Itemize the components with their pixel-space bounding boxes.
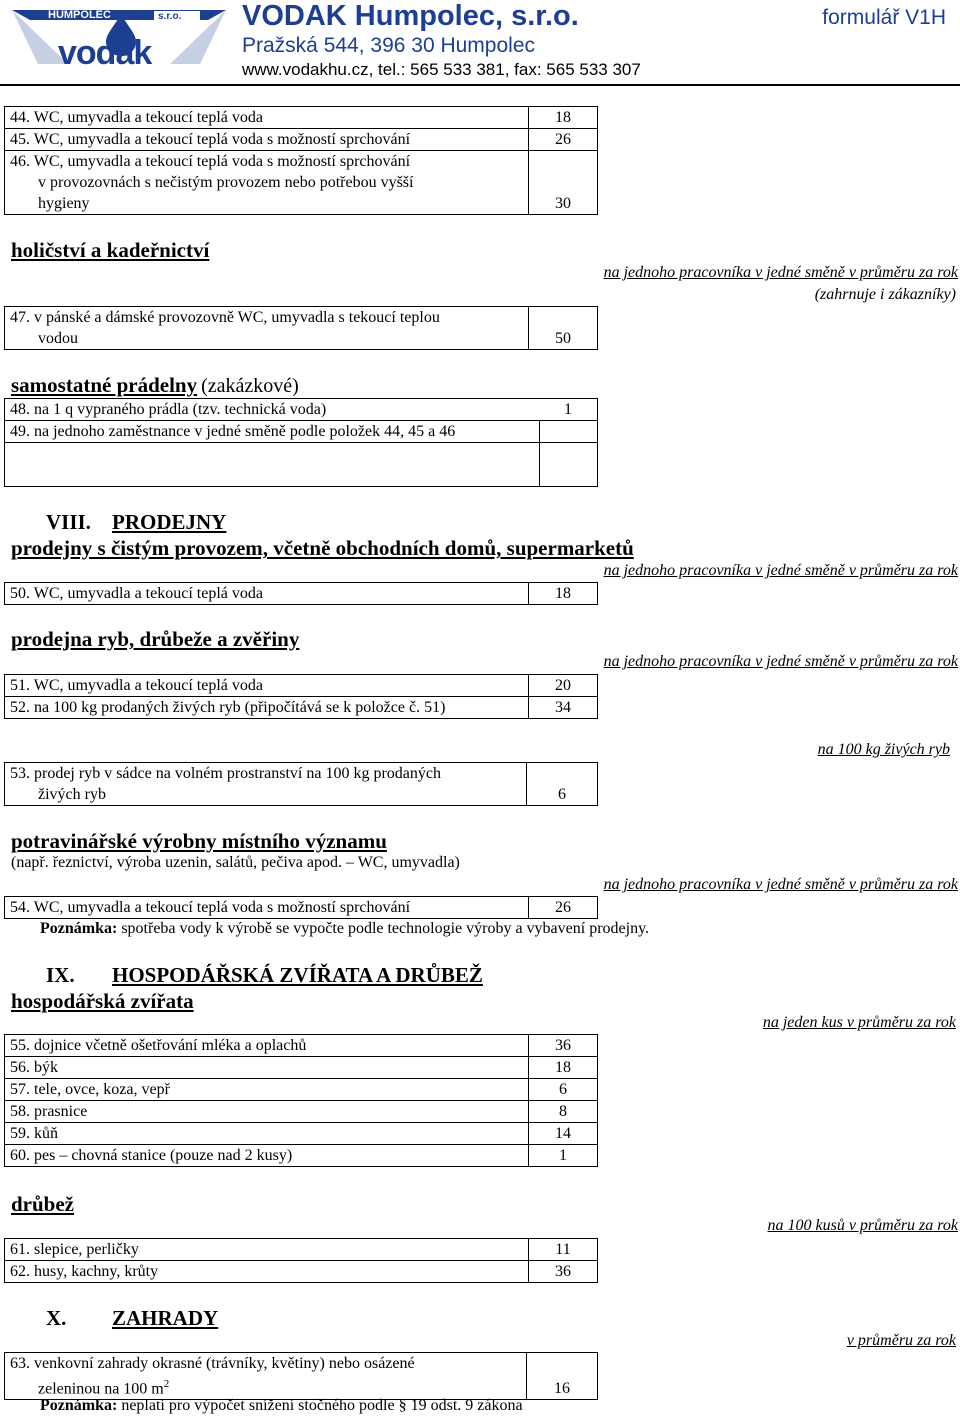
table-row <box>5 675 598 697</box>
row-label-line: 47. v pánské a dámské provozovně WC, umyvadla s tekoucí teplou <box>10 309 440 326</box>
row-value: 18 <box>529 1057 598 1079</box>
table-row <box>5 1057 598 1079</box>
row-label-line <box>10 1374 521 1399</box>
subsection-heading: prodejny s čistým provozem, včetně obchodních domů, supermarketů <box>11 536 634 560</box>
row-label: 49. na jednoho zaměstnance v jedné směně podle položek 44, 45 a 46 <box>5 421 540 443</box>
note-label: Poznámka: <box>40 1397 118 1414</box>
row-label <box>5 307 529 350</box>
row-label: 45. WC, umyvadla a tekoucí teplá voda s možností sprchování <box>5 129 529 151</box>
table-gardens <box>4 1352 598 1400</box>
row-label <box>5 1353 527 1400</box>
form-id: formulář V1H <box>822 6 946 29</box>
table-row <box>5 1101 598 1123</box>
row-label: 48. na 1 q vypraného prádla (tzv. technická voda) <box>5 399 540 421</box>
unit-label: na jednoho pracovníka v jedné směně v průměru za rok <box>603 876 958 893</box>
superscript: 2 <box>163 1378 170 1390</box>
row-value: 50 <box>529 307 598 350</box>
svg-text:vodak: vodak <box>58 34 152 70</box>
table-row <box>5 443 598 487</box>
row-label: 60. pes – chovná stanice (pouze nad 2 kusy) <box>5 1145 529 1167</box>
table-row <box>5 897 598 919</box>
table-row <box>5 1353 598 1400</box>
laundry-heading: samostatné prádelny <box>11 373 198 397</box>
header-divider <box>0 84 960 86</box>
table-row <box>5 1123 598 1145</box>
svg-text:HUMPOLEC: HUMPOLEC <box>48 9 111 21</box>
company-name: VODAK Humpolec, s.r.o. <box>242 0 579 32</box>
table-row <box>5 307 598 350</box>
unit-label: na jednoho pracovníka v jedné směně v průměru za rok <box>603 264 958 281</box>
table-fish-pond <box>4 762 598 806</box>
row-label <box>5 763 527 806</box>
section-number: IX. <box>46 963 75 987</box>
row-label: 56. býk <box>5 1057 529 1079</box>
row-label: 51. WC, umyvadla a tekoucí teplá voda <box>5 675 529 697</box>
row-label: 57. tele, ovce, koza, vepř <box>5 1079 529 1101</box>
table-row <box>5 697 598 719</box>
row-label: 62. husy, kachny, krůty <box>5 1261 529 1283</box>
row-value: 36 <box>529 1261 598 1283</box>
table-row <box>5 1145 598 1167</box>
row-label-line: 53. prodej ryb v sádce na volném prostranství na 100 kg prodaných <box>10 765 442 782</box>
subsection-heading: drůbež <box>11 1192 74 1216</box>
vodak-logo <box>8 4 230 70</box>
table-row <box>5 1079 598 1101</box>
row-value: 18 <box>529 583 598 605</box>
row-value: 36 <box>529 1035 598 1057</box>
row-label: 54. WC, umyvadla a tekoucí teplá voda s možností sprchování <box>5 897 529 919</box>
subsection-heading: potravinářské výrobny místního významu <box>11 829 387 853</box>
table-barber <box>4 306 598 350</box>
row-value: 14 <box>529 1123 598 1145</box>
row-value <box>539 443 598 487</box>
table-row <box>5 151 598 215</box>
table-row <box>5 129 598 151</box>
section-title: HOSPODÁŘSKÁ ZVÍŘATA A DRŮBEŽ <box>112 963 483 987</box>
table-row <box>5 583 598 605</box>
table-row <box>5 1035 598 1057</box>
unit-label: na jednoho pracovníka v jedné směně v průměru za rok <box>603 562 958 579</box>
subsection-heading: hospodářská zvířata <box>11 989 194 1013</box>
row-label: 61. slepice, perličky <box>5 1239 529 1261</box>
note <box>40 920 649 938</box>
company-address: Pražská 544, 396 30 Humpolec <box>242 34 536 57</box>
row-label: 50. WC, umyvadla a tekoucí teplá voda <box>5 583 529 605</box>
row-label: 55. dojnice včetně ošetřování mléka a oplachů <box>5 1035 529 1057</box>
unit-label: v průměru za rok <box>846 1332 956 1349</box>
row-value: 11 <box>529 1239 598 1261</box>
table-row <box>5 763 598 806</box>
section-title: ZAHRADY <box>112 1306 219 1330</box>
note-text: neplatí pro výpočet snížení stočného podle § 19 odst. 9 zákona <box>121 1397 523 1414</box>
unit-label: na 100 kg živých ryb <box>817 741 950 758</box>
row-value: 8 <box>529 1101 598 1123</box>
table-laundry <box>4 398 598 487</box>
subsection-description: (např. řeznictví, výroba uzenin, salátů, pečiva apod. – WC, umyvadla) <box>11 854 460 871</box>
row-label-line: hygieny <box>38 195 90 212</box>
row-value: 18 <box>529 107 598 129</box>
row-label: 58. prasnice <box>5 1101 529 1123</box>
section-number: VIII. <box>46 510 91 534</box>
row-label-line: v provozovnách s nečistým provozem nebo potřebou vyšší <box>38 174 414 191</box>
section-number: X. <box>46 1306 67 1330</box>
section-heading-barber: holičství a kadeřnictví <box>11 238 210 262</box>
table-row <box>5 1261 598 1283</box>
row-label: 59. kůň <box>5 1123 529 1145</box>
unit-label: na jednoho pracovníka v jedné směně v průměru za rok <box>603 653 958 670</box>
row-label-line: živých ryb <box>38 786 106 803</box>
row-label: 52. na 100 kg prodaných živých ryb (připočítává se k položce č. 51) <box>5 697 529 719</box>
table-poultry <box>4 1238 598 1283</box>
row-label <box>5 151 529 215</box>
row-value: 6 <box>529 1079 598 1101</box>
table-row <box>5 421 598 443</box>
subsection-heading: prodejna ryb, drůbeže a zvěřiny <box>11 627 300 651</box>
table-row <box>5 399 598 421</box>
company-contact: www.vodakhu.cz, tel.: 565 533 381, fax: 565 533 307 <box>242 60 641 79</box>
table-food <box>4 896 598 919</box>
row-label-line: 46. WC, umyvadla a tekoucí teplá voda s možností sprchování <box>10 153 411 170</box>
row-label-line: vodou <box>38 330 78 347</box>
table-livestock <box>4 1034 598 1167</box>
table-shops <box>4 582 598 605</box>
row-value: 26 <box>529 129 598 151</box>
row-value: 26 <box>529 897 598 919</box>
section-heading-laundry <box>11 373 299 398</box>
unit-note: (zahrnuje i zákazníky) <box>814 286 956 303</box>
unit-label: na 100 kusů v průměru za rok <box>767 1217 958 1234</box>
row-value: 30 <box>529 151 598 215</box>
laundry-heading-suffix: (zakázkové) <box>201 375 299 397</box>
row-value: 1 <box>529 1145 598 1167</box>
row-label <box>5 443 540 487</box>
row-label-line: 63. venkovní zahrady okrasné (trávníky, květiny) nebo osázené <box>10 1355 415 1372</box>
row-value: 34 <box>529 697 598 719</box>
row-value: 6 <box>527 763 598 806</box>
svg-text:s.r.o.: s.r.o. <box>158 11 182 22</box>
table-row <box>5 1239 598 1261</box>
row-value <box>539 421 598 443</box>
section-title: PRODEJNY <box>112 510 227 534</box>
note <box>40 1397 523 1415</box>
table-fish <box>4 674 598 719</box>
unit-label: na jeden kus v průměru za rok <box>762 1014 956 1031</box>
row-value: 1 <box>539 399 598 421</box>
row-label-text: zeleninou na 100 m <box>38 1380 164 1398</box>
row-value: 20 <box>529 675 598 697</box>
row-value: 16 <box>527 1353 598 1400</box>
table-row <box>5 107 598 129</box>
note-text: spotřeba vody k výrobě se vypočte podle technologie výroby a vybavení prodejny. <box>121 920 650 937</box>
table-hygiene <box>4 106 598 215</box>
row-label: 44. WC, umyvadla a tekoucí teplá voda <box>5 107 529 129</box>
note-label: Poznámka: <box>40 920 118 937</box>
